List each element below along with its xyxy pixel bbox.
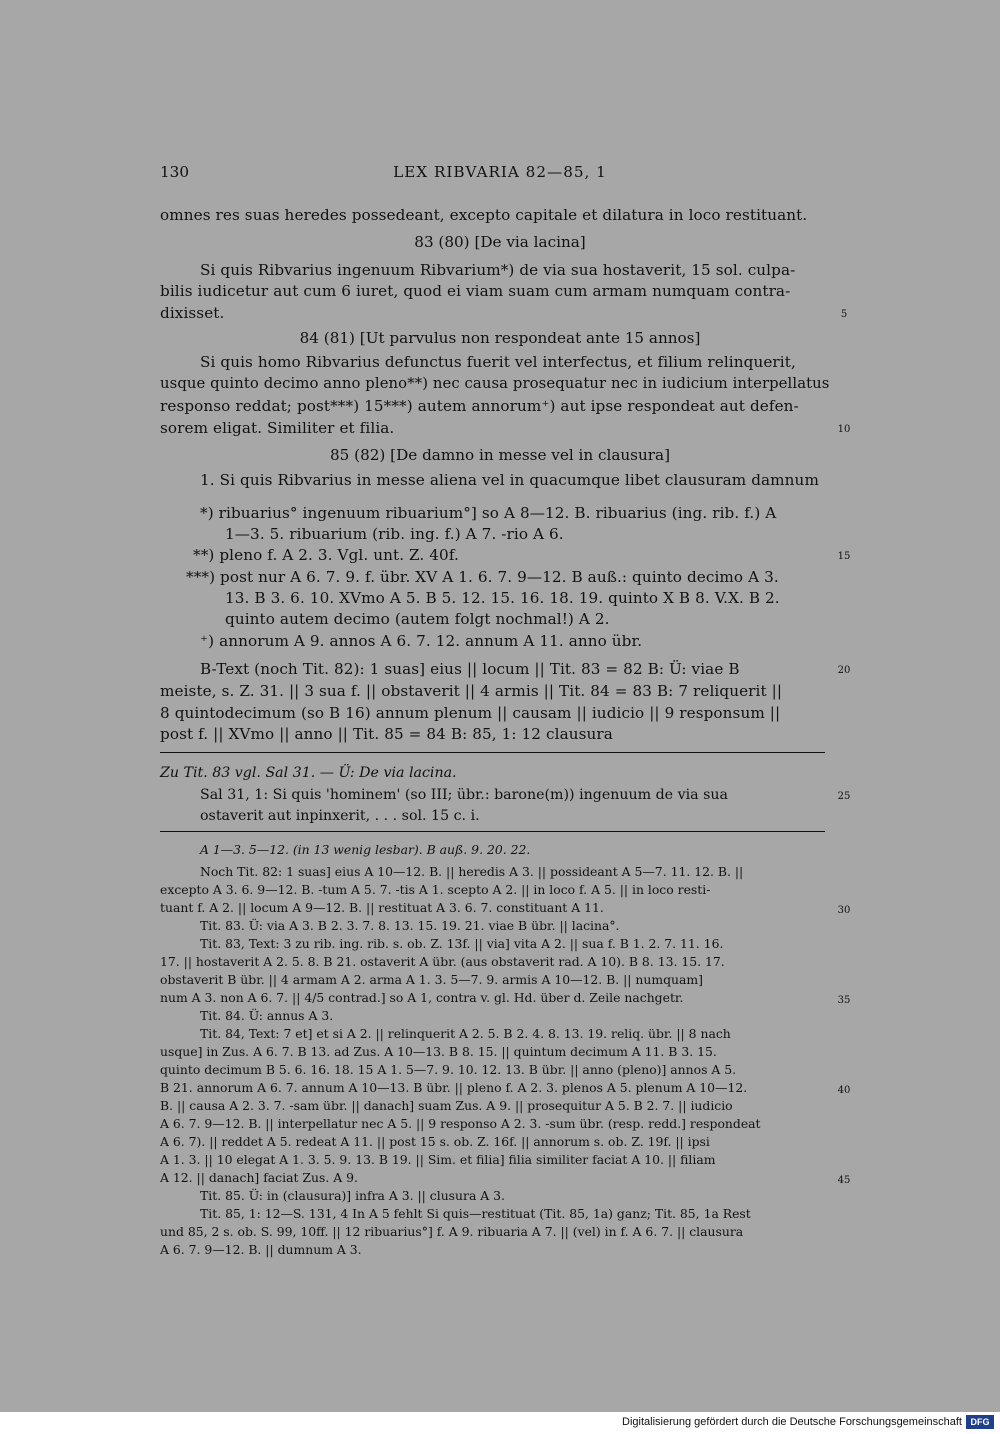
text-line: 1. Si quis Ribvarius in messe aliena vel in quacumque libet clausuram damnum: [200, 471, 819, 489]
margin-line-number: 10: [837, 424, 851, 435]
apparatus-line: Tit. 85, 1: 12—S. 131, 4 In A 5 fehlt Si quis—restituat (Tit. 85, 1a) ganz; Tit. 85, 1a Rest: [200, 1206, 751, 1221]
running-title: LEX RIBVARIA 82—85, 1: [393, 163, 607, 181]
apparatus-line: num A 3. non A 6. 7. || 4/5 contrad.] so A 1, contra v. gl. Hd. über d. Zeile nachgetr.: [160, 990, 684, 1005]
margin-line-number: 40: [837, 1085, 851, 1096]
salic-line: ostaverit aut inpinxerit, . . . sol. 15 c. i.: [200, 808, 480, 824]
apparatus-line: B. || causa A 2. 3. 7. -sam übr. || danach] suam Zus. A 9. || prosequitur A 5. B 2. 7. || iudicio: [160, 1098, 733, 1113]
page-number: 130: [160, 163, 189, 181]
footnote-line: 13. B 3. 6. 10. XVmo A 5. B 5. 12. 15. 16. 18. 19. quinto X B 8. V.X. B 2.: [225, 589, 780, 607]
text-line: Si quis homo Ribvarius defunctus fuerit vel interfectus, et filium relinquerit,: [200, 353, 796, 371]
apparatus-line: tuant f. A 2. || locum A 9—12. B. || restituat A 3. 6. 7. constituant A 11.: [160, 900, 604, 915]
btext-line: B-Text (noch Tit. 82): 1 suas] eius || locum || Tit. 83 = 82 B: Ü: viae B: [200, 660, 740, 678]
salic-line: Zu Tit. 83 vgl. Sal 31. — Ü: De via lacina.: [160, 765, 457, 781]
text-line: usque quinto decimo anno pleno**) nec causa prosequatur nec in iudicium interpellatus: [160, 375, 830, 392]
salic-line: Sal 31, 1: Si quis 'hominem' (so III; übr.: barone(m)) ingenuum de via sua: [200, 787, 728, 803]
apparatus-line: excepto A 3. 6. 9—12. B. -tum A 5. 7. -tis A 1. scepto A 2. || in loco f. A 5. || in loco resti-: [160, 882, 711, 897]
apparatus-line: usque] in Zus. A 6. 7. B 13. ad Zus. A 10—13. B 8. 15. || quintum decimum A 11. B 3. 15.: [160, 1044, 717, 1059]
text-line: Si quis Ribvarius ingenuum Ribvarium*) de via sua hostaverit, 15 sol. culpa-: [200, 261, 796, 279]
apparatus-line: quinto decimum B 5. 6. 16. 18. 15 A 1. 5—7. 9. 10. 12. 13. B übr. || anno (pleno)] annos A 5.: [160, 1062, 737, 1077]
text-line: sorem eligat. Similiter et filia.: [160, 419, 395, 437]
apparatus-line: obstaverit B übr. || 4 armam A 2. arma A 1. 3. 5—7. 9. armis A 10—12. B. || numquam]: [160, 972, 703, 987]
apparatus-line: und 85, 2 s. ob. S. 99, 10ff. || 12 ribuarius°] f. A 9. ribuaria A 7. || (vel) in f. A 6. 7. || clausura: [160, 1224, 744, 1239]
apparatus-line: 17. || hostaverit A 2. 5. 8. B 21. ostaverit A übr. (aus obstaverit rad. A 10). B 8. 13. 15. 17.: [160, 954, 725, 969]
margin-line-number: 45: [837, 1175, 851, 1186]
footer-bar: [0, 1412, 1000, 1434]
btext-line: post f. || XVmo || anno || Tit. 85 = 84 B: 85, 1: 12 clausura: [160, 725, 613, 743]
section-heading: 84 (81) [Ut parvulus non respondeat ante 15 annos]: [299, 329, 701, 347]
apparatus-line: A 1. 3. || 10 elegat A 1. 3. 5. 9. 13. B 19. || Sim. et filia] filia similiter faciat A 10. || filiam: [160, 1152, 716, 1167]
footnote-line: ⁺) annorum A 9. annos A 6. 7. 12. annum A 11. anno übr.: [200, 632, 643, 650]
footnote-line: quinto autem decimo (autem folgt nochmal!) A 2.: [225, 610, 610, 628]
dfg-logo: DFG: [966, 1415, 994, 1429]
apparatus-line: B 21. annorum A 6. 7. annum A 10—13. B übr. || pleno f. A 2. 3. plenos A 5. plenum A 10—12.: [160, 1080, 748, 1095]
separator-rule: [160, 831, 825, 832]
apparatus-line: A 1—3. 5—12. (in 13 wenig lesbar). B auß. 9. 20. 22.: [200, 842, 531, 857]
separator-rule: [160, 752, 825, 753]
text-line: bilis iudicetur aut cum 6 iuret, quod ei viam suam cum armam numquam contra-: [160, 282, 791, 300]
margin-line-number: 15: [837, 551, 851, 562]
margin-line-number: 35: [837, 995, 851, 1006]
btext-line: meiste, s. Z. 31. || 3 sua f. || obstaverit || 4 armis || Tit. 84 = 83 B: 7 reliquerit ||: [160, 682, 783, 700]
apparatus-line: Tit. 84. Ü: annus A 3.: [200, 1008, 334, 1023]
apparatus-line: Tit. 83, Text: 3 zu rib. ing. rib. s. ob. Z. 13f. || via] vita A 2. || sua f. B 1. 2. 7. 11. 16.: [200, 936, 724, 951]
apparatus-line: A 12. || danach] faciat Zus. A 9.: [160, 1170, 358, 1185]
apparatus-line: Tit. 85. Ü: in (clausura)] infra A 3. || clusura A 3.: [200, 1188, 505, 1203]
text-line: omnes res suas heredes possedeant, excepto capitale et dilatura in loco restituant.: [160, 206, 808, 224]
apparatus-line: Tit. 84, Text: 7 et] et si A 2. || relinquerit A 2. 5. B 2. 4. 8. 13. 19. reliq. übr. || 8 nach: [200, 1026, 731, 1041]
margin-line-number: 30: [837, 905, 851, 916]
apparatus-line: Tit. 83. Ü: via A 3. B 2. 3. 7. 8. 13. 15. 19. 21. viae B übr. || lacina°.: [200, 918, 620, 933]
margin-line-number: 5: [840, 309, 848, 320]
footnote-line: *) ribuarius° ingenuum ribuarium°] so A 8—12. B. ribuarius (ing. rib. f.) A: [200, 504, 777, 522]
section-heading: 83 (80) [De via lacina]: [414, 233, 586, 251]
text-line: responso reddat; post***) 15***) autem annorum⁺) aut ipse respondeat aut defen-: [160, 397, 799, 415]
apparatus-line: A 6. 7. 9—12. B. || interpellatur nec A 5. || 9 responso A 2. 3. -sum übr. (resp. redd.] respondeat: [160, 1116, 761, 1131]
apparatus-line: Noch Tit. 82: 1 suas] eius A 10—12. B. || heredis A 3. || possideant A 5—7. 11. 12. B. ||: [200, 864, 744, 879]
footnote-line: **) pleno f. A 2. 3. Vgl. unt. Z. 40f.: [193, 546, 459, 564]
section-heading: 85 (82) [De damno in messe vel in clausura]: [330, 446, 670, 464]
margin-line-number: 25: [837, 791, 851, 802]
btext-line: 8 quintodecimum (so B 16) annum plenum || causam || iudicio || 9 responsum ||: [160, 704, 781, 722]
footnote-line: ***) post nur A 6. 7. 9. f. übr. XV A 1. 6. 7. 9—12. B auß.: quinto decimo A 3.: [186, 568, 779, 586]
funding-credit: Digitalisierung gefördert durch die Deutsche Forschungsgemeinschaft: [622, 1416, 962, 1428]
margin-line-number: 20: [837, 665, 851, 676]
footnote-line: 1—3. 5. ribuarium (rib. ing. f.) A 7. -rio A 6.: [225, 525, 564, 543]
apparatus-line: A 6. 7. 9—12. B. || dumnum A 3.: [160, 1242, 362, 1257]
text-line: dixisset.: [160, 304, 225, 322]
apparatus-line: A 6. 7). || reddet A 5. redeat A 11. || post 15 s. ob. Z. 16f. || annorum s. ob. Z. 19f. || ipsi: [160, 1134, 710, 1149]
